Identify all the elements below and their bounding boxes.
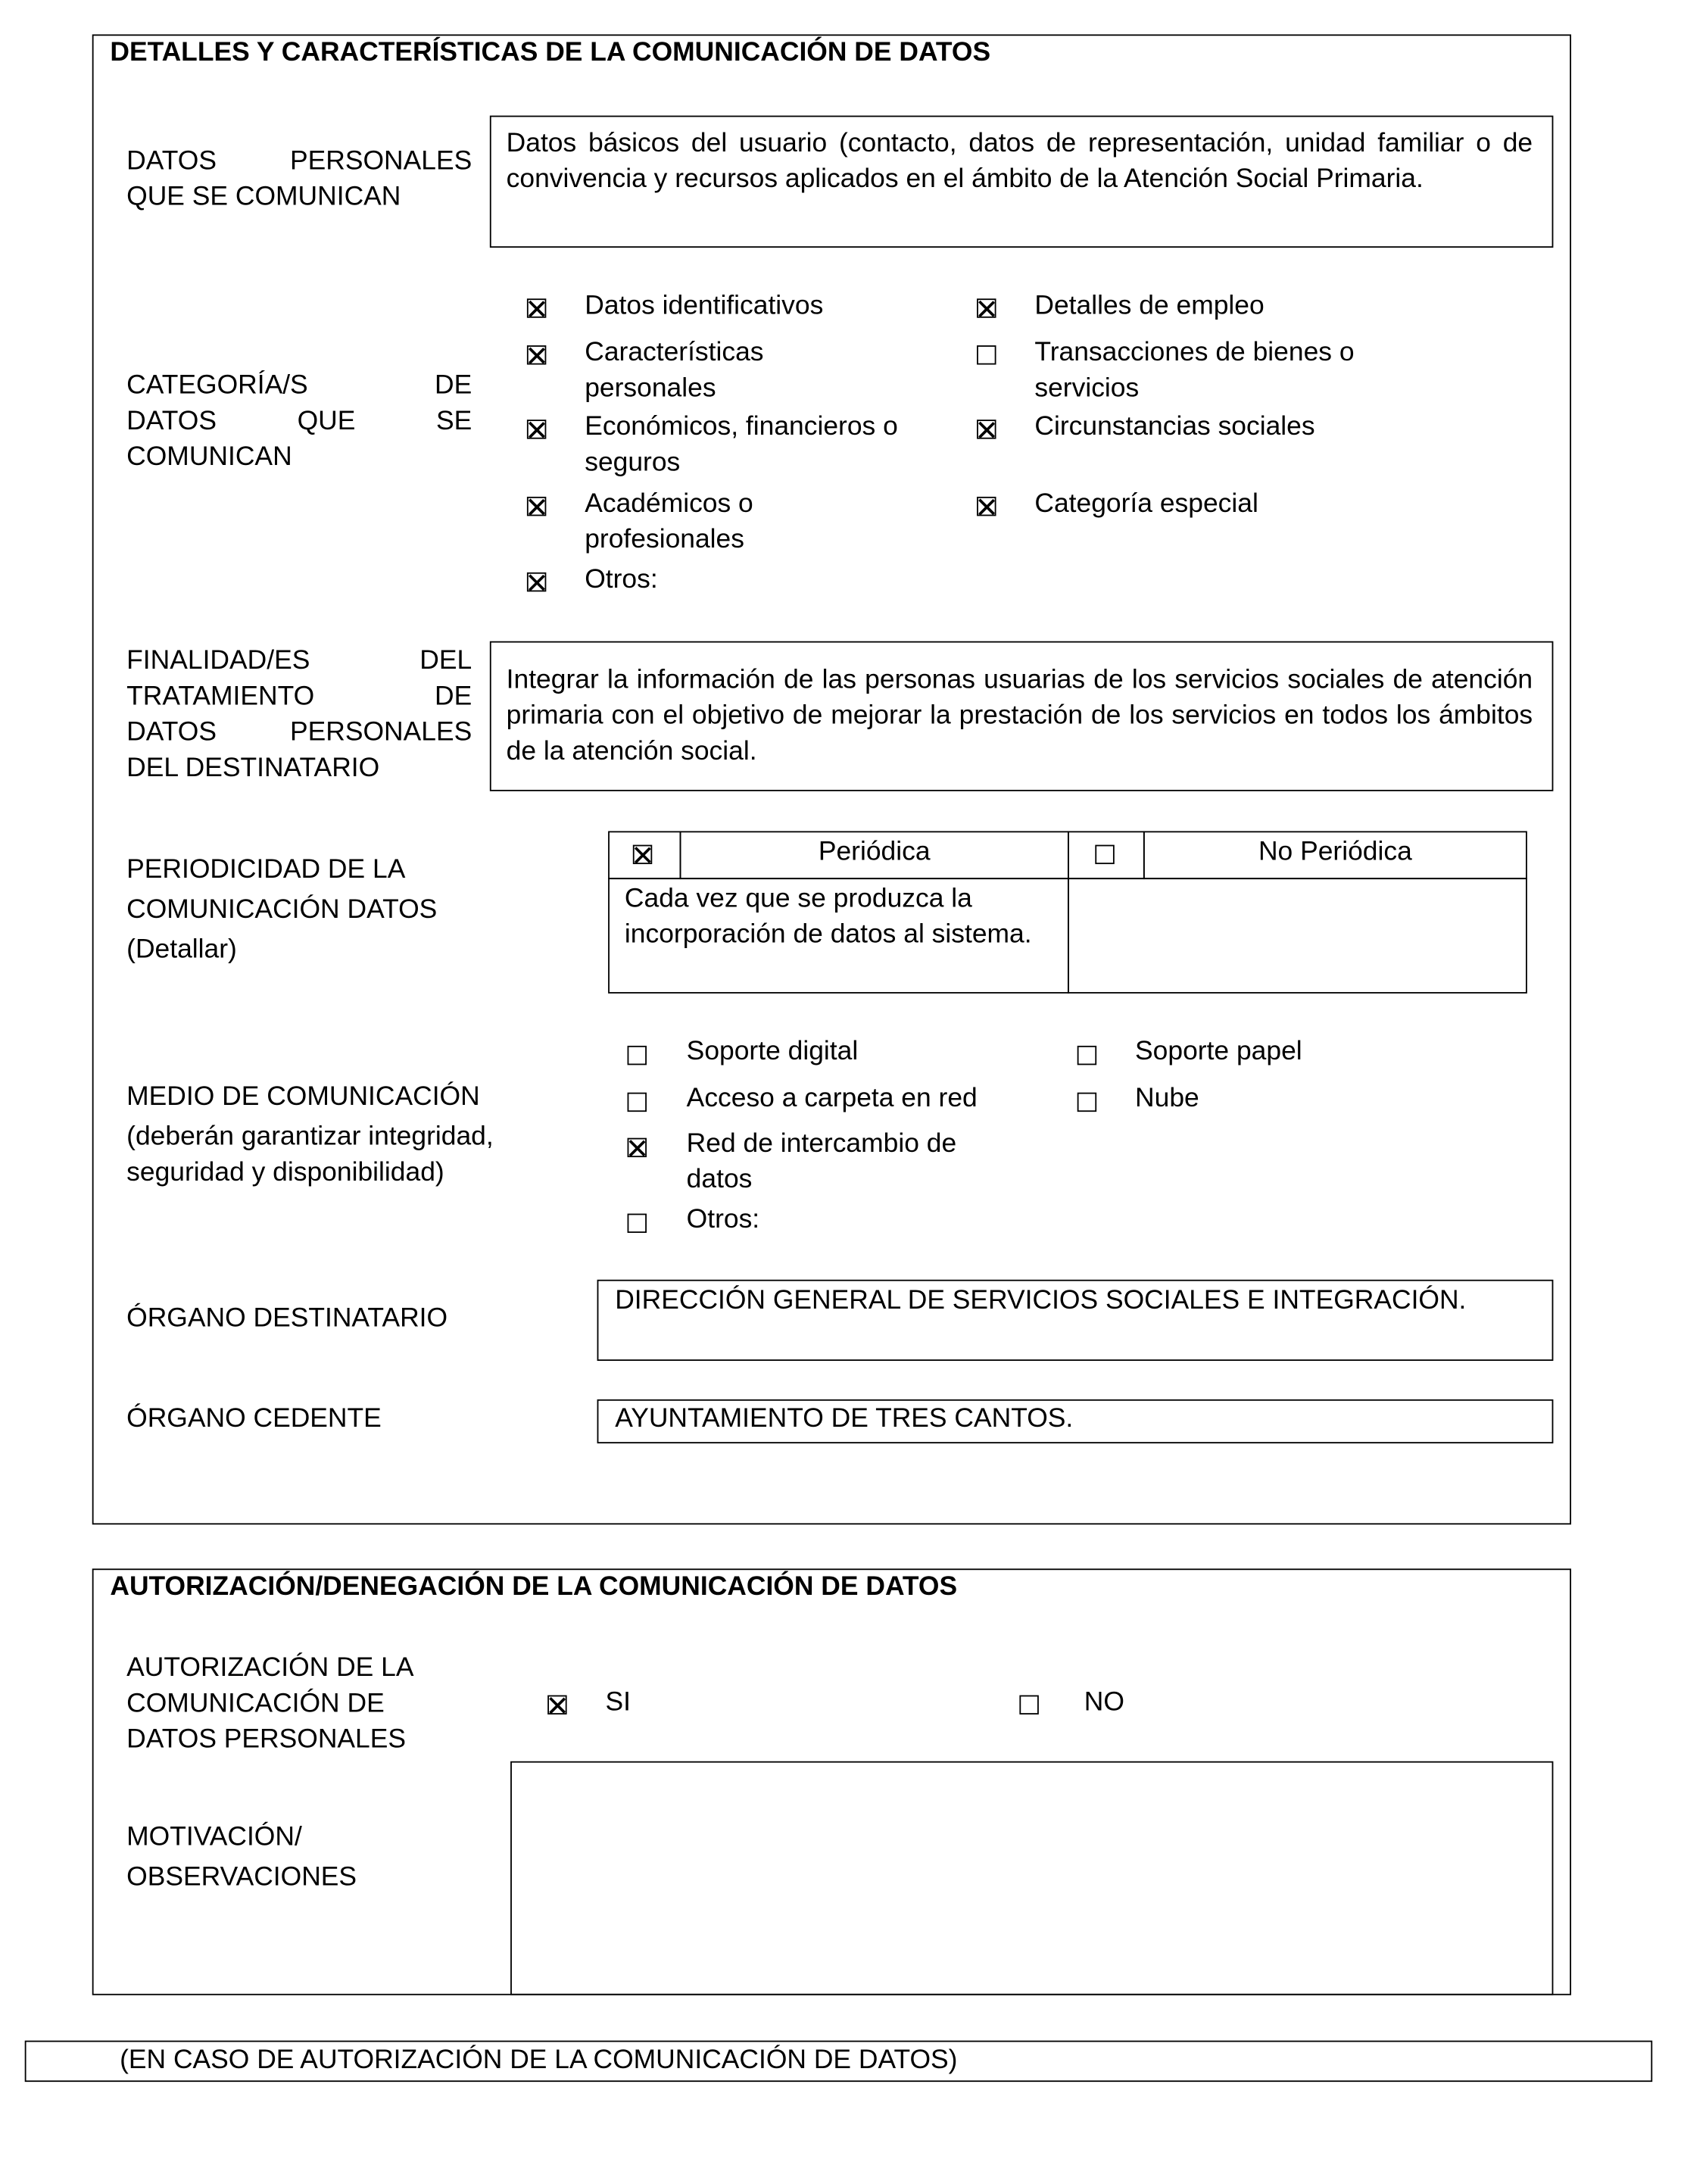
checkbox-academicos[interactable] <box>527 497 546 516</box>
periodica-label: Periódica <box>818 836 931 867</box>
checkbox-label: Nube <box>1135 1082 1199 1113</box>
finalidad-text: Integrar la información de las personas usuarias de los servicios sociales de atención primaria con el objetivo de mejorar la prestación de los servicios en todos los ámbitos de la atención social. <box>506 664 1533 767</box>
checkbox-si[interactable] <box>547 1696 566 1714</box>
autorizacion-label: AUTORIZACIÓN DE LA COMUNICACIÓN DE DATOS PERSONALES <box>126 1652 414 1755</box>
authorization-section-title: AUTORIZACIÓN/DENEGACIÓN DE LA COMUNICACIÓN DE DATOS <box>110 1571 958 1602</box>
checkbox-label: Otros: <box>585 563 658 594</box>
no-label: NO <box>1084 1686 1124 1718</box>
checkbox-categoria-especial[interactable] <box>977 497 996 516</box>
periodicidad-label: PERIODICIDAD DE LA COMUNICACIÓN DATOS (Detallar) <box>126 854 438 965</box>
checkbox-datos-identificativos[interactable] <box>527 298 546 317</box>
checkbox-label: Datos identificativos <box>585 290 824 321</box>
checkbox-soporte-papel[interactable] <box>1077 1046 1096 1065</box>
motivacion-field[interactable] <box>510 1761 1553 1995</box>
checkbox-label: Características personales <box>585 337 764 404</box>
organo-destinatario-value: DIRECCIÓN GENERAL DE SERVICIOS SOCIALES E INTEGRACIÓN. <box>615 1285 1467 1316</box>
checkbox-economicos[interactable] <box>527 420 546 438</box>
organo-cedente-value: AYUNTAMIENTO DE TRES CANTOS. <box>615 1403 1074 1434</box>
checkbox-red-intercambio[interactable] <box>628 1138 647 1157</box>
organo-destinatario-label: ÓRGANO DESTINATARIO <box>126 1303 448 1334</box>
si-label: SI <box>605 1686 631 1718</box>
motivacion-label: MOTIVACIÓN/ OBSERVACIONES <box>126 1821 357 1892</box>
details-section-title: DETALLES Y CARACTERÍSTICAS DE LA COMUNICACIÓN DE DATOS <box>110 37 991 68</box>
checkbox-circunstancias-sociales[interactable] <box>977 420 996 438</box>
checkbox-no[interactable] <box>1019 1696 1038 1714</box>
organo-cedente-label: ÓRGANO CEDENTE <box>126 1403 382 1434</box>
checkbox-label: Red de intercambio de datos <box>686 1128 957 1195</box>
footer-text: (EN CASO DE AUTORIZACIÓN DE LA COMUNICACIÓN DE DATOS) <box>120 2045 958 2076</box>
checkbox-soporte-digital[interactable] <box>628 1046 647 1065</box>
checkbox-label: Detalles de empleo <box>1034 290 1265 321</box>
no-periodica-label: No Periódica <box>1258 836 1412 867</box>
checkbox-detalles-empleo[interactable] <box>977 298 996 317</box>
checkbox-transacciones[interactable] <box>977 345 996 364</box>
categorias-label: CATEGORÍA/S DE DATOS QUE SE COMUNICAN <box>126 370 472 473</box>
checkbox-label: Soporte digital <box>686 1036 859 1067</box>
checkbox-label: Otros: <box>686 1203 760 1234</box>
checkbox-label: Académicos o profesionales <box>585 488 753 555</box>
checkbox-otros-medio[interactable] <box>628 1214 647 1233</box>
checkbox-label: Acceso a carpeta en red <box>686 1082 978 1113</box>
checkbox-caracteristicas-personales[interactable] <box>527 345 546 364</box>
datos-personales-label: DATOS PERSONALES QUE SE COMUNICAN <box>126 145 472 212</box>
checkbox-label: Categoría especial <box>1034 488 1258 519</box>
checkbox-label: Soporte papel <box>1135 1036 1302 1067</box>
checkbox-label: Circunstancias sociales <box>1034 411 1315 442</box>
datos-personales-text: Datos básicos del usuario (contacto, datos de representación, unidad familiar o de convivencia y recursos aplicados en el ámbito de la Atención Social Primaria. <box>506 127 1533 195</box>
checkbox-no-periodica[interactable] <box>1095 845 1114 864</box>
periodica-detail: Cada vez que se produzca la incorporación de datos al sistema. <box>624 883 1032 950</box>
checkbox-acceso-carpeta-red[interactable] <box>628 1093 647 1112</box>
medio-label: MEDIO DE COMUNICACIÓN (deberán garantizar integridad, seguridad y disponibilidad) <box>126 1081 494 1188</box>
checkbox-label: Económicos, financieros o seguros <box>585 411 898 478</box>
checkbox-nube[interactable] <box>1077 1093 1096 1112</box>
finalidad-label: FINALIDAD/ES DEL TRATAMIENTO DE DATOS PERSONALES DEL DESTINATARIO <box>126 645 472 783</box>
checkbox-periodica[interactable] <box>633 845 652 864</box>
checkbox-label: Transacciones de bienes o servicios <box>1034 337 1355 404</box>
checkbox-otros[interactable] <box>527 573 546 591</box>
